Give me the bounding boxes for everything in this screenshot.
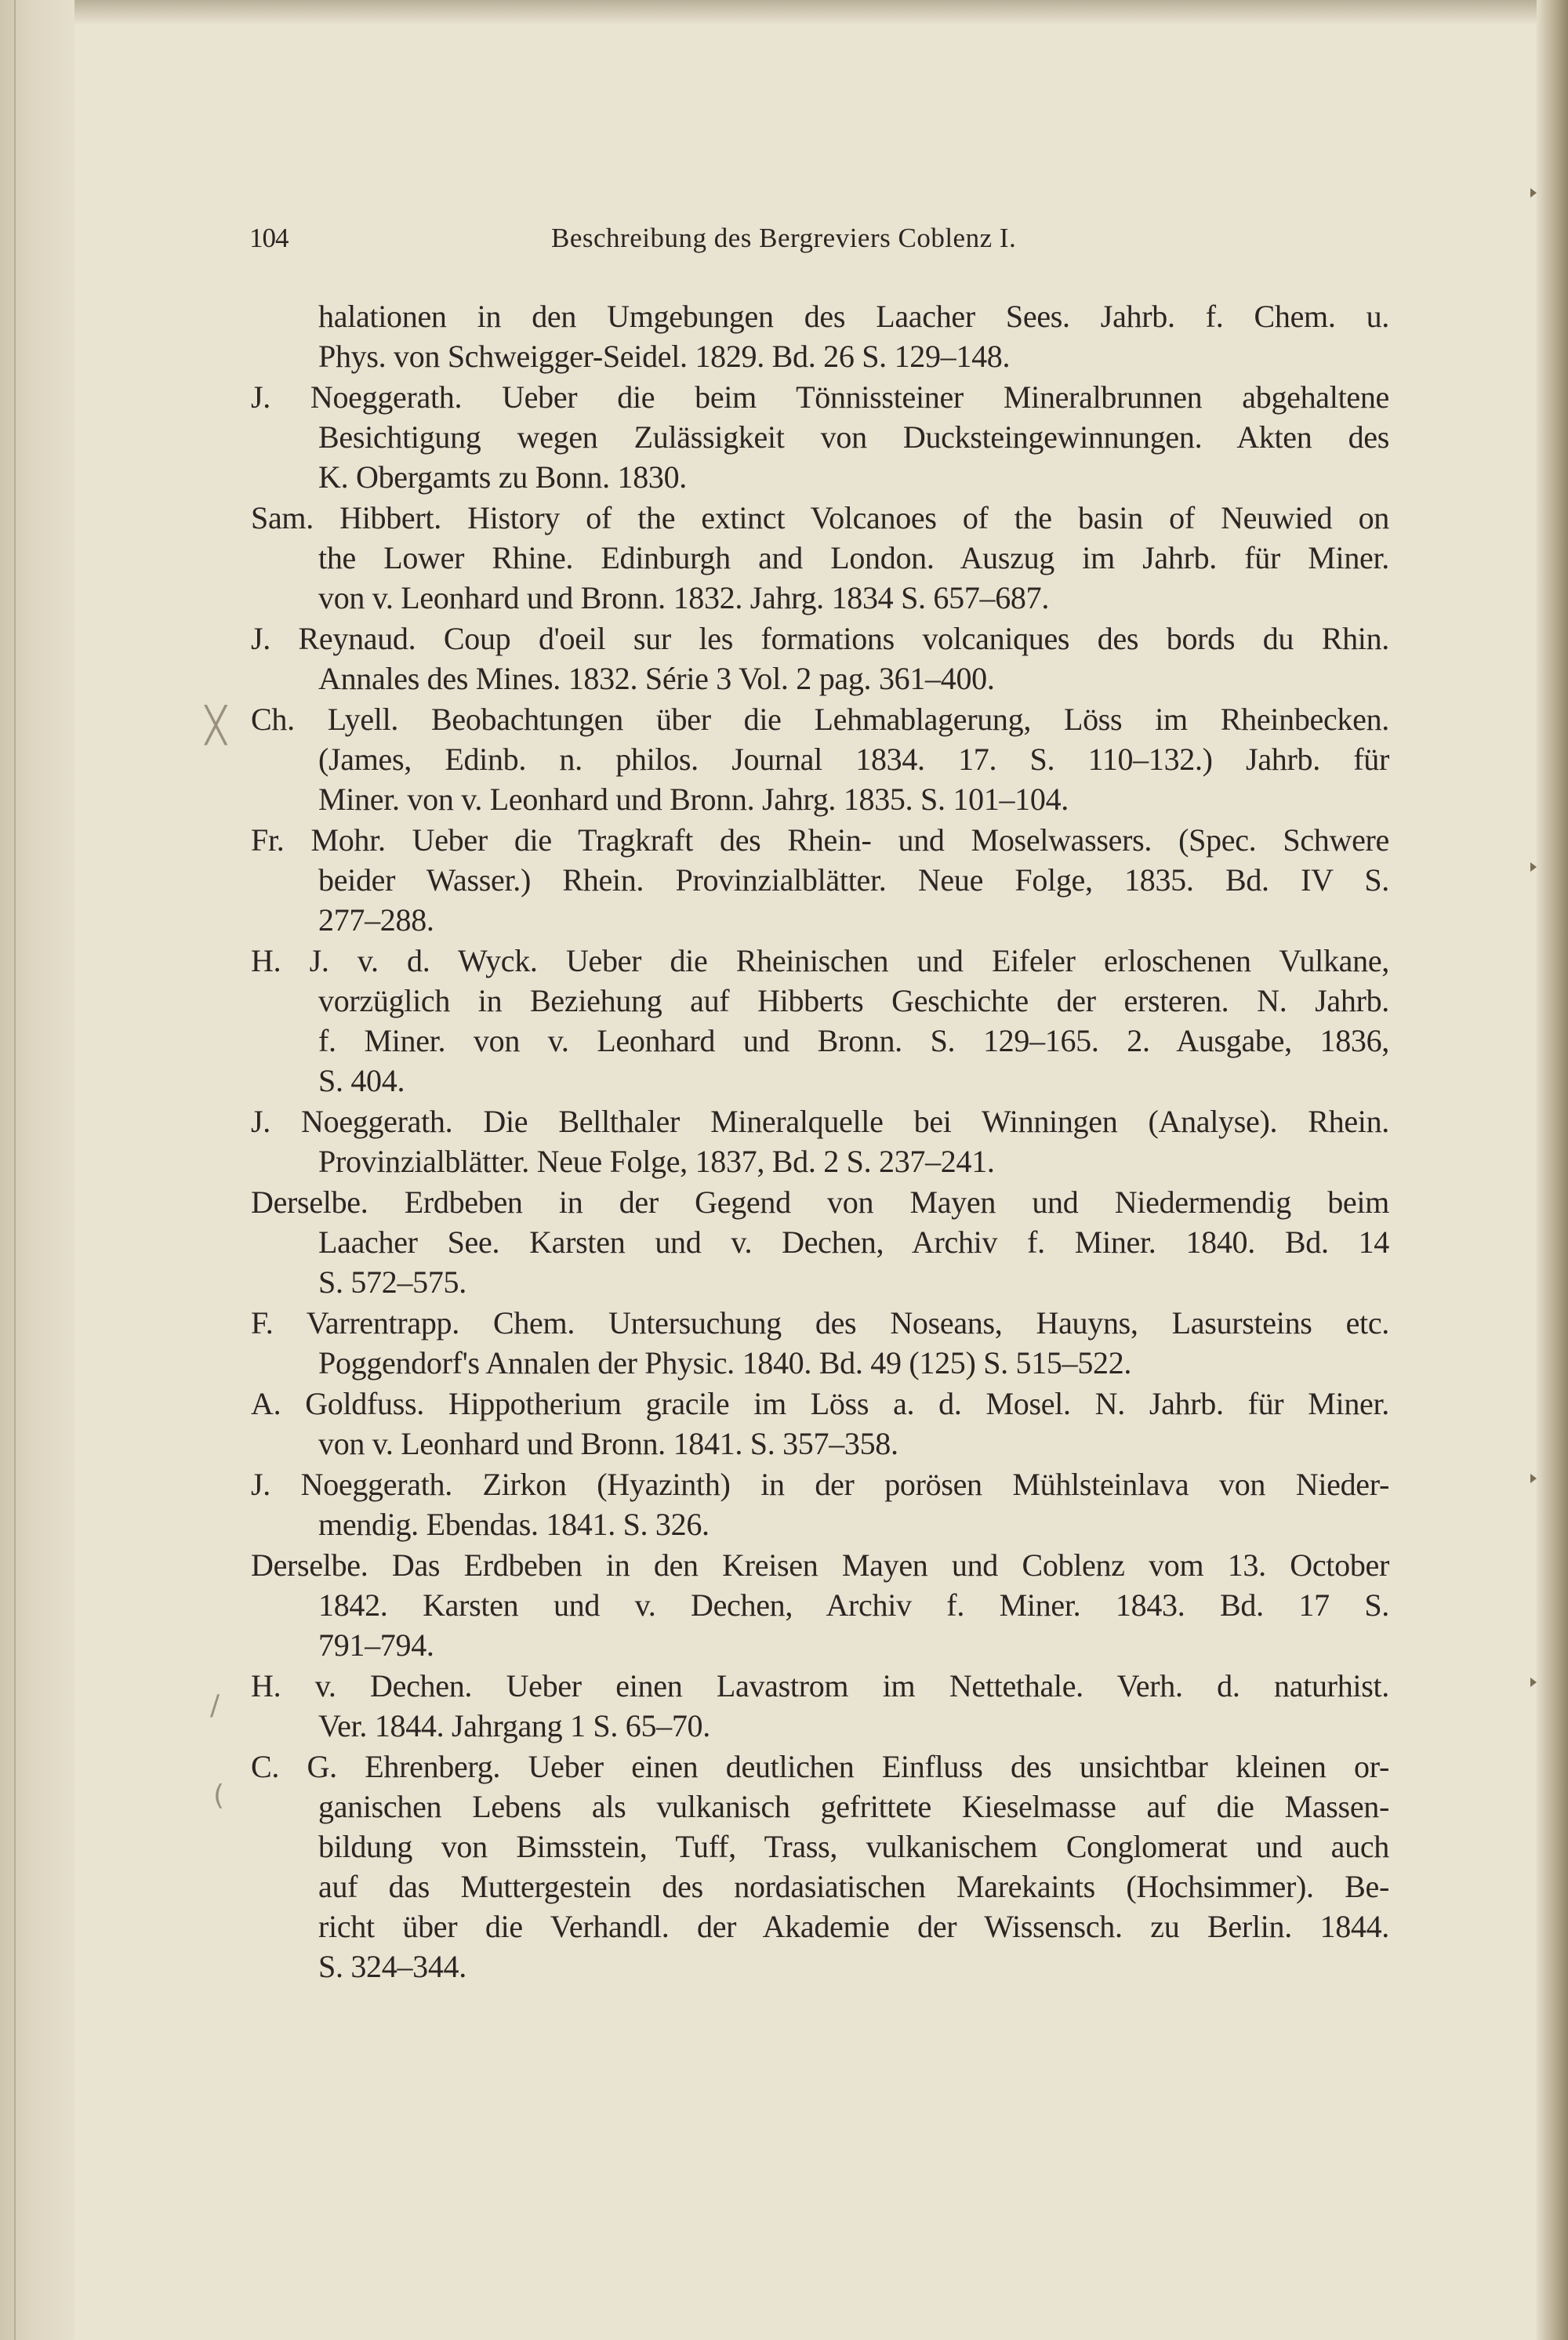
bibliography-entry bbox=[251, 699, 1389, 819]
entry-continuation-line: Besichtigung wegen Zulässigkeit von Ducksteingewinnungen. Akten des bbox=[318, 419, 1389, 455]
bibliography-entry bbox=[251, 498, 1389, 618]
entry-first-line: C. G. Ehrenberg. Ueber einen deutlichen Einfluss des unsichtbar kleinen or- bbox=[251, 1749, 1389, 1784]
entry-continuation-line: bildung von Bimsstein, Tuff, Trass, vulkanischem Conglomerat und auch bbox=[318, 1829, 1389, 1864]
margin-tab-marker bbox=[1530, 862, 1537, 872]
book-gutter bbox=[0, 0, 74, 2340]
pencil-mark-icon: ╳ bbox=[205, 706, 227, 746]
page-number: 104 bbox=[249, 223, 289, 253]
page-right-edge bbox=[1537, 0, 1568, 2340]
entry-continuation-line: Miner. von v. Leonhard und Bronn. Jahrg. 1835. S. 101–104. bbox=[318, 782, 1069, 817]
entry-continuation-line: ganischen Lebens als vulkanisch gefrittete Kieselmasse auf die Massen- bbox=[318, 1789, 1389, 1824]
entry-continuation-line: vorzüglich in Beziehung auf Hibberts Geschichte der ersteren. N. Jahrb. bbox=[318, 983, 1389, 1018]
entry-first-line: F. Varrentrapp. Chem. Untersuchung des Noseans, Hauyns, Lasursteins etc. bbox=[251, 1305, 1389, 1341]
bibliography-entry bbox=[251, 619, 1389, 698]
entry-first-line: Sam. Hibbert. History of the extinct Volcanoes of the basin of Neuwied on bbox=[251, 500, 1389, 535]
entry-first-line: Ch. Lyell. Beobachtungen über die Lehmablagerung, Löss im Rheinbecken. bbox=[251, 702, 1389, 737]
entry-continuation-line: Poggendorf's Annalen der Physic. 1840. Bd. 49 (125) S. 515–522. bbox=[318, 1345, 1132, 1380]
bibliography-entry bbox=[251, 377, 1389, 497]
entry-continuation-line: f. Miner. von v. Leonhard und Bronn. S. 129–165. 2. Ausgabe, 1836, bbox=[318, 1023, 1389, 1058]
entry-first-line: Fr. Mohr. Ueber die Tragkraft des Rhein- und Moselwassers. (Spec. Schwere bbox=[251, 822, 1389, 858]
bibliography-entry bbox=[251, 820, 1389, 940]
entry-continuation-line: beider Wasser.) Rhein. Provinzialblätter. Neue Folge, 1835. Bd. IV S. bbox=[318, 862, 1389, 898]
bibliography-entry bbox=[251, 1464, 1389, 1544]
bibliography-entry bbox=[251, 1545, 1389, 1665]
entry-first-line: H. J. v. d. Wyck. Ueber die Rheinischen und Eifeler erloschenen Vulkane, bbox=[251, 943, 1389, 978]
entry-continuation-line: Provinzialblätter. Neue Folge, 1837, Bd. 2 S. 237–241. bbox=[318, 1144, 995, 1179]
bibliography-entry bbox=[251, 1182, 1389, 1302]
entry-continuation-line: S. 324–344. bbox=[318, 1949, 466, 1984]
bibliography-entry bbox=[251, 941, 1389, 1101]
entry-continuation-line: K. Obergamts zu Bonn. 1830. bbox=[318, 459, 688, 495]
entry-first-line: J. Noeggerath. Ueber die beim Tönnissteiner Mineralbrunnen abgehaltene bbox=[251, 379, 1389, 415]
bibliography-entry bbox=[251, 1101, 1389, 1181]
page-top-edge bbox=[0, 0, 1568, 25]
entry-continuation-line: the Lower Rhine. Edinburgh and London. Auszug im Jahrb. für Miner. bbox=[318, 540, 1389, 575]
entry-continuation-line: Ver. 1844. Jahrgang 1 S. 65–70. bbox=[318, 1708, 710, 1743]
entry-first-line: J. Noeggerath. Zirkon (Hyazinth) in der porösen Mühlsteinlava von Nieder- bbox=[251, 1467, 1389, 1502]
running-title: Beschreibung des Bergreviers Coblenz I. bbox=[551, 223, 1017, 253]
entry-first-line: J. Noeggerath. Die Bellthaler Mineralquelle bei Winningen (Analyse). Rhein. bbox=[251, 1104, 1389, 1139]
entry-continuation-line: Phys. von Schweigger-Seidel. 1829. Bd. 26 S. 129–148. bbox=[318, 339, 1011, 374]
entry-continuation-line: auf das Muttergestein des nordasiatischen Marekaints (Hochsimmer). Be- bbox=[318, 1869, 1389, 1904]
entry-first-line: halationen in den Umgebungen des Laacher Sees. Jahrb. f. Chem. u. bbox=[318, 299, 1389, 334]
bibliography-entry bbox=[251, 1747, 1389, 1986]
entry-continuation-line: 277–288. bbox=[318, 902, 434, 938]
entry-continuation-line: richt über die Verhandl. der Akademie der Wissensch. zu Berlin. 1844. bbox=[318, 1909, 1389, 1944]
entry-continuation-line: 1842. Karsten und v. Dechen, Archiv f. Miner. 1843. Bd. 17 S. bbox=[318, 1587, 1389, 1623]
bibliography-entry bbox=[251, 1303, 1389, 1383]
entry-first-line: A. Goldfuss. Hippotherium gracile im Löss a. d. Mosel. N. Jahrb. für Miner. bbox=[251, 1386, 1389, 1421]
entry-continuation-line: mendig. Ebendas. 1841. S. 326. bbox=[318, 1507, 710, 1542]
entry-continuation-line: Annales des Mines. 1832. Série 3 Vol. 2 pag. 361–400. bbox=[318, 661, 995, 696]
margin-tab-marker bbox=[1530, 1678, 1537, 1687]
entry-continuation-line: von v. Leonhard und Bronn. 1832. Jahrg. 1834 S. 657–687. bbox=[318, 580, 1050, 615]
pencil-mark-icon: / bbox=[210, 1689, 220, 1721]
margin-tab-marker bbox=[1530, 188, 1537, 198]
entry-first-line: J. Reynaud. Coup d'oeil sur les formations volcaniques des bords du Rhin. bbox=[251, 621, 1389, 656]
pencil-mark-icon: ( bbox=[213, 1779, 225, 1812]
bibliography-entry bbox=[251, 296, 1389, 376]
entry-continuation-line: von v. Leonhard und Bronn. 1841. S. 357–358. bbox=[318, 1426, 898, 1461]
entry-first-line: H. v. Dechen. Ueber einen Lavastrom im Nettethale. Verh. d. naturhist. bbox=[251, 1668, 1389, 1703]
bibliography-entry bbox=[251, 1384, 1389, 1464]
entry-continuation-line: (James, Edinb. n. philos. Journal 1834. 17. S. 110–132.) Jahrb. für bbox=[318, 742, 1389, 777]
entry-first-line: Derselbe. Das Erdbeben in den Kreisen Mayen und Coblenz vom 13. October bbox=[251, 1547, 1389, 1583]
bibliography-entry bbox=[251, 1666, 1389, 1746]
entry-continuation-line: S. 404. bbox=[318, 1063, 405, 1098]
entry-continuation-line: 791–794. bbox=[318, 1627, 434, 1663]
bibliography-list bbox=[251, 296, 1389, 1987]
entry-continuation-line: Laacher See. Karsten und v. Dechen, Archiv f. Miner. 1840. Bd. 14 bbox=[318, 1224, 1389, 1260]
running-header bbox=[249, 223, 1390, 262]
margin-tab-marker bbox=[1530, 1474, 1537, 1483]
entry-first-line: Derselbe. Erdbeben in der Gegend von Mayen und Niedermendig beim bbox=[251, 1185, 1389, 1220]
entry-continuation-line: S. 572–575. bbox=[318, 1264, 466, 1300]
